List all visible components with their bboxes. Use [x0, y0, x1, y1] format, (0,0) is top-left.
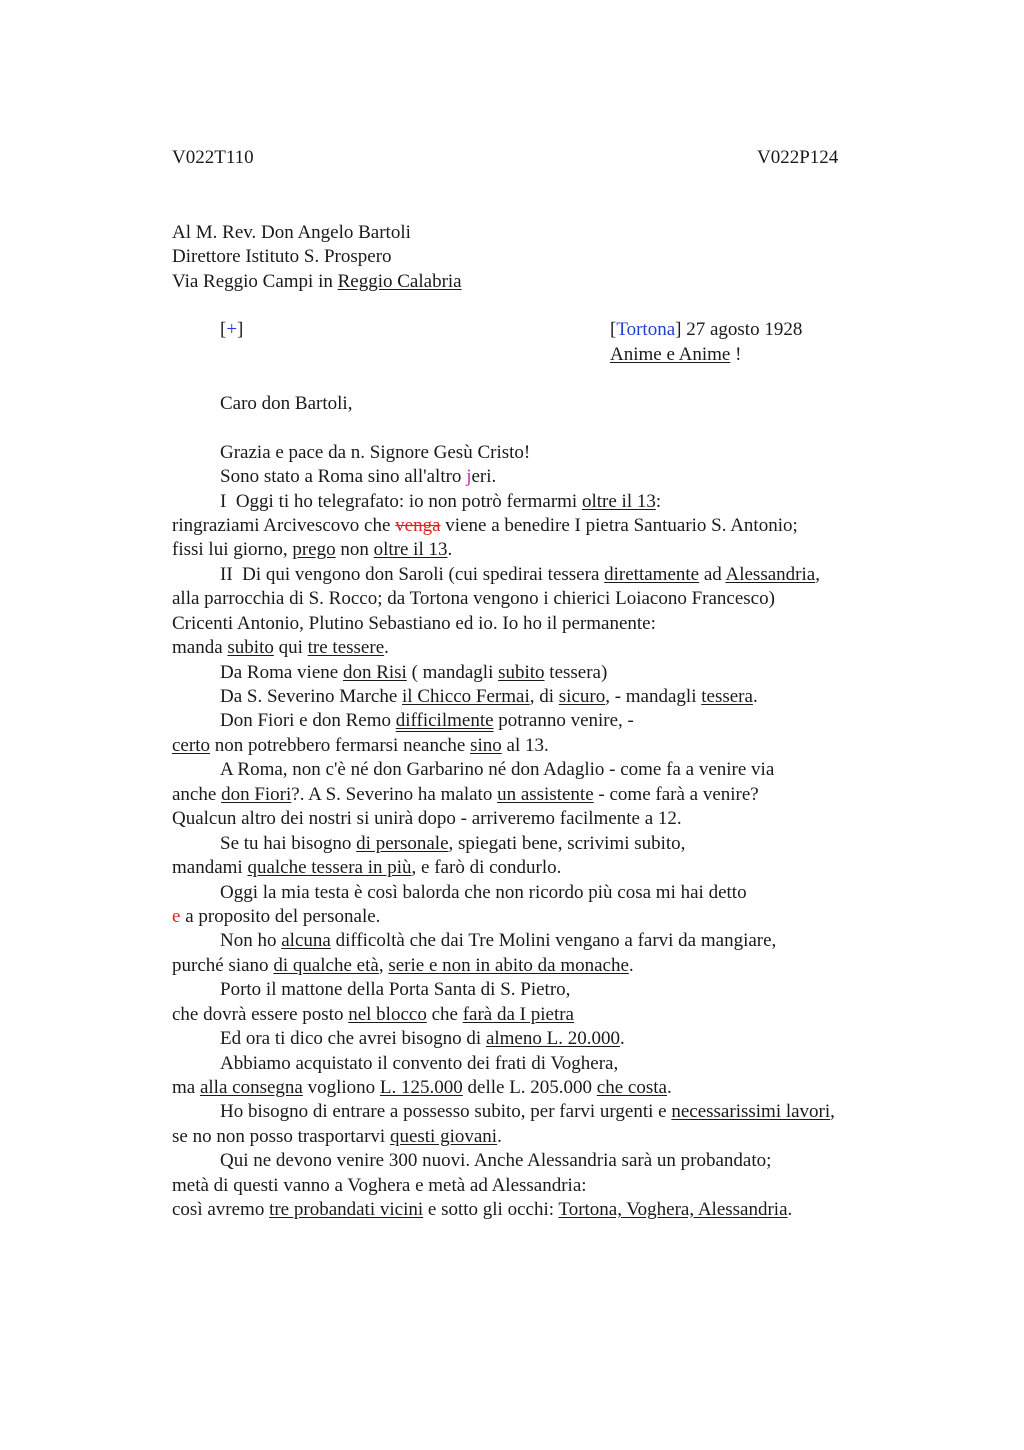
- city-link: Reggio Calabria: [337, 271, 462, 292]
- body-line: Porto il mattone della Porta Santa di S. Pietro,: [220, 979, 571, 1000]
- body-line: Non ho alcuna difficoltà che dai Tre Molini vengano a farvi da mangiare,: [220, 930, 777, 951]
- body-line: Don Fiori e don Remo difficilmente potranno venire, -: [220, 710, 634, 731]
- body-line: Qui ne devono venire 300 nuovi. Anche Alessandria sarà un probandato;: [220, 1150, 772, 1171]
- motto: Anime e Anime !: [610, 344, 742, 365]
- body-line: metà di questi vanno a Voghera e metà ad Alessandria:: [172, 1175, 587, 1196]
- body-line: Cricenti Antonio, Plutino Sebastiano ed io. Io ho il permanente:: [172, 613, 656, 634]
- body-line: Ed ora ti dico che avrei bisogno di almeno L. 20.000.: [220, 1028, 625, 1049]
- body-line: Qualcun altro dei nostri si unirà dopo - arriveremo facilmente a 12.: [172, 808, 682, 829]
- body-line: Grazia e pace da n. Signore Gesù Cristo!: [220, 442, 531, 463]
- body-line: Sono stato a Roma sino all'altro jeri.: [220, 466, 497, 487]
- body-line: purché siano di qualche età, serie e non in abito da monache.: [172, 955, 634, 976]
- place-date: [Tortona] 27 agosto 1928: [610, 319, 803, 340]
- body-line: Da Roma viene don Risi ( mandagli subito tessera): [220, 662, 608, 683]
- doc-code-right: V022P124: [757, 147, 839, 168]
- body-line: I Oggi ti ho telegrafato: io non potrò fermarmi oltre il 13:: [220, 491, 662, 512]
- body-line: manda subito qui tre tessere.: [172, 637, 389, 658]
- body-line: mandami qualche tessera in più, e farò di condurlo.: [172, 857, 562, 878]
- body-line: alla parrocchia di S. Rocco; da Tortona vengono i chierici Loiacono Francesco): [172, 588, 775, 609]
- body-line: Se tu hai bisogno di personale, spiegati bene, scrivimi subito,: [220, 833, 686, 854]
- body-line: se no non posso trasportarvi questi giovani.: [172, 1126, 502, 1147]
- doc-code-left: V022T110: [172, 147, 254, 168]
- address-line-2: Direttore Istituto S. Prospero: [172, 246, 392, 267]
- body-line: e a proposito del personale.: [172, 906, 381, 927]
- body-line: A Roma, non c'è né don Garbarino né don Adaglio - come fa a venire via: [220, 759, 775, 780]
- body-line: ma alla consegna vogliono L. 125.000 delle L. 205.000 che costa.: [172, 1077, 672, 1098]
- cross-mark: [+]: [220, 319, 244, 340]
- body-line: che dovrà essere posto nel blocco che farà da I pietra: [172, 1004, 574, 1025]
- body-line: Oggi la mia testa è così balorda che non ricordo più cosa mi hai detto: [220, 882, 747, 903]
- body-line: fissi lui giorno, prego non oltre il 13.: [172, 539, 453, 560]
- body-line: ringraziami Arcivescovo che venga viene a benedire I pietra Santuario S. Antonio;: [172, 515, 798, 536]
- body-line: così avremo tre probandati vicini e sotto gli occhi: Tortona, Voghera, Alessandria.: [172, 1199, 793, 1220]
- body-line: Abbiamo acquistato il convento dei frati di Voghera,: [220, 1053, 619, 1074]
- body-line: anche don Fiori?. A S. Severino ha malato un assistente - come farà a venire?: [172, 784, 759, 805]
- body-line: Ho bisogno di entrare a possesso subito, per farvi urgenti e necessarissimi lavori,: [220, 1101, 835, 1122]
- address-line-3: Via Reggio Campi in Reggio Calabria: [172, 271, 462, 292]
- body-line: Da S. Severino Marche il Chicco Fermai, di sicuro, - mandagli tessera.: [220, 686, 758, 707]
- body-line: II Di qui vengono don Saroli (cui spedirai tessera direttamente ad Alessandria,: [220, 564, 820, 585]
- body-line: certo non potrebbero fermarsi neanche sino al 13.: [172, 735, 549, 756]
- salutation: Caro don Bartoli,: [220, 393, 353, 414]
- address-line-1: Al M. Rev. Don Angelo Bartoli: [172, 222, 411, 243]
